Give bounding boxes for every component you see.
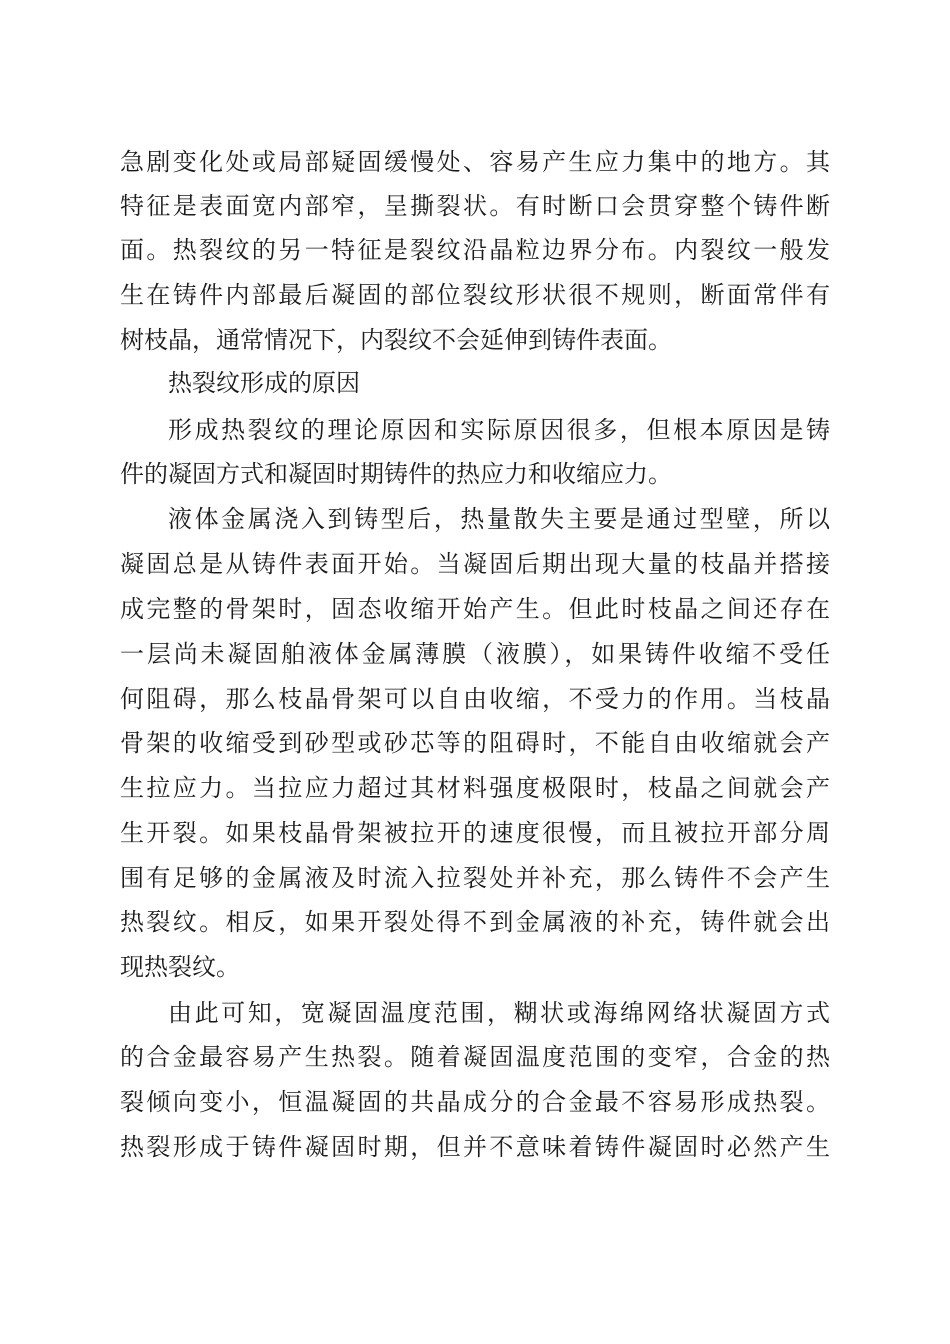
text-line: 何阻碍，那么枝晶骨架可以自由收缩，不受力的作用。当枝晶 <box>120 685 830 713</box>
text-line: 围有足够的金属液及时流入拉裂处并补充，那么铸件不会产生 <box>120 864 830 892</box>
text-line: 一层尚未凝固舶液体金属薄膜（液膜），如果铸件收缩不受任 <box>120 640 830 668</box>
text-line: 裂倾向变小，恒温凝固的共晶成分的合金最不容易形成热裂。 <box>120 1088 830 1116</box>
text-line: 热裂纹。相反，如果开裂处得不到金属液的补充，铸件就会出 <box>120 908 830 936</box>
text-line: 热裂形成于铸件凝固时期，但并不意味着铸件凝固时必然产生 <box>120 1133 830 1161</box>
text-line: 凝固总是从铸件表面开始。当凝固后期出现大量的枝晶并搭接 <box>120 550 830 578</box>
text-line: 急剧变化处或局部疑固缓慢处、容易产生应力集中的地方。其 <box>120 148 830 176</box>
text-line: 液体金属浇入到铸型后，热量散失主要是通过型壁，所以 <box>168 505 830 533</box>
text-line: 由此可知，宽凝固温度范围，糊状或海绵网络状凝固方式 <box>168 999 830 1027</box>
text-line: 特征是表面宽内部窄，呈撕裂状。有时断口会贯穿整个铸件断 <box>120 192 830 220</box>
text-line: 面。热裂纹的另一特征是裂纹沿晶粒边界分布。内裂纹一般发 <box>120 236 830 264</box>
text-line: 树枝晶，通常情况下，内裂纹不会延伸到铸件表面。 <box>120 326 672 354</box>
text-line: 生在铸件内部最后凝固的部位裂纹形状很不规则，断面常伴有 <box>120 281 830 309</box>
text-line: 生开裂。如果枝晶骨架被拉开的速度很慢，而且被拉开部分周 <box>120 819 830 847</box>
section-heading: 热裂纹形成的原因 <box>168 369 360 397</box>
text-line: 生拉应力。当拉应力超过其材料强度极限时，枝晶之间就会产 <box>120 774 830 802</box>
text-line: 形成热裂纹的理论原因和实际原因很多，但根本原因是铸 <box>168 416 830 444</box>
text-line: 件的凝固方式和凝固时期铸件的热应力和收缩应力。 <box>120 460 672 488</box>
text-line: 骨架的收缩受到砂型或砂芯等的阻碍时，不能自由收缩就会产 <box>120 729 830 757</box>
text-line: 现热裂纹。 <box>120 953 240 981</box>
text-line: 的合金最容易产生热裂。随着凝固温度范围的变窄，合金的热 <box>120 1043 830 1071</box>
text-line: 成完整的骨架时，固态收缩开始产生。但此时枝晶之间还存在 <box>120 595 830 623</box>
